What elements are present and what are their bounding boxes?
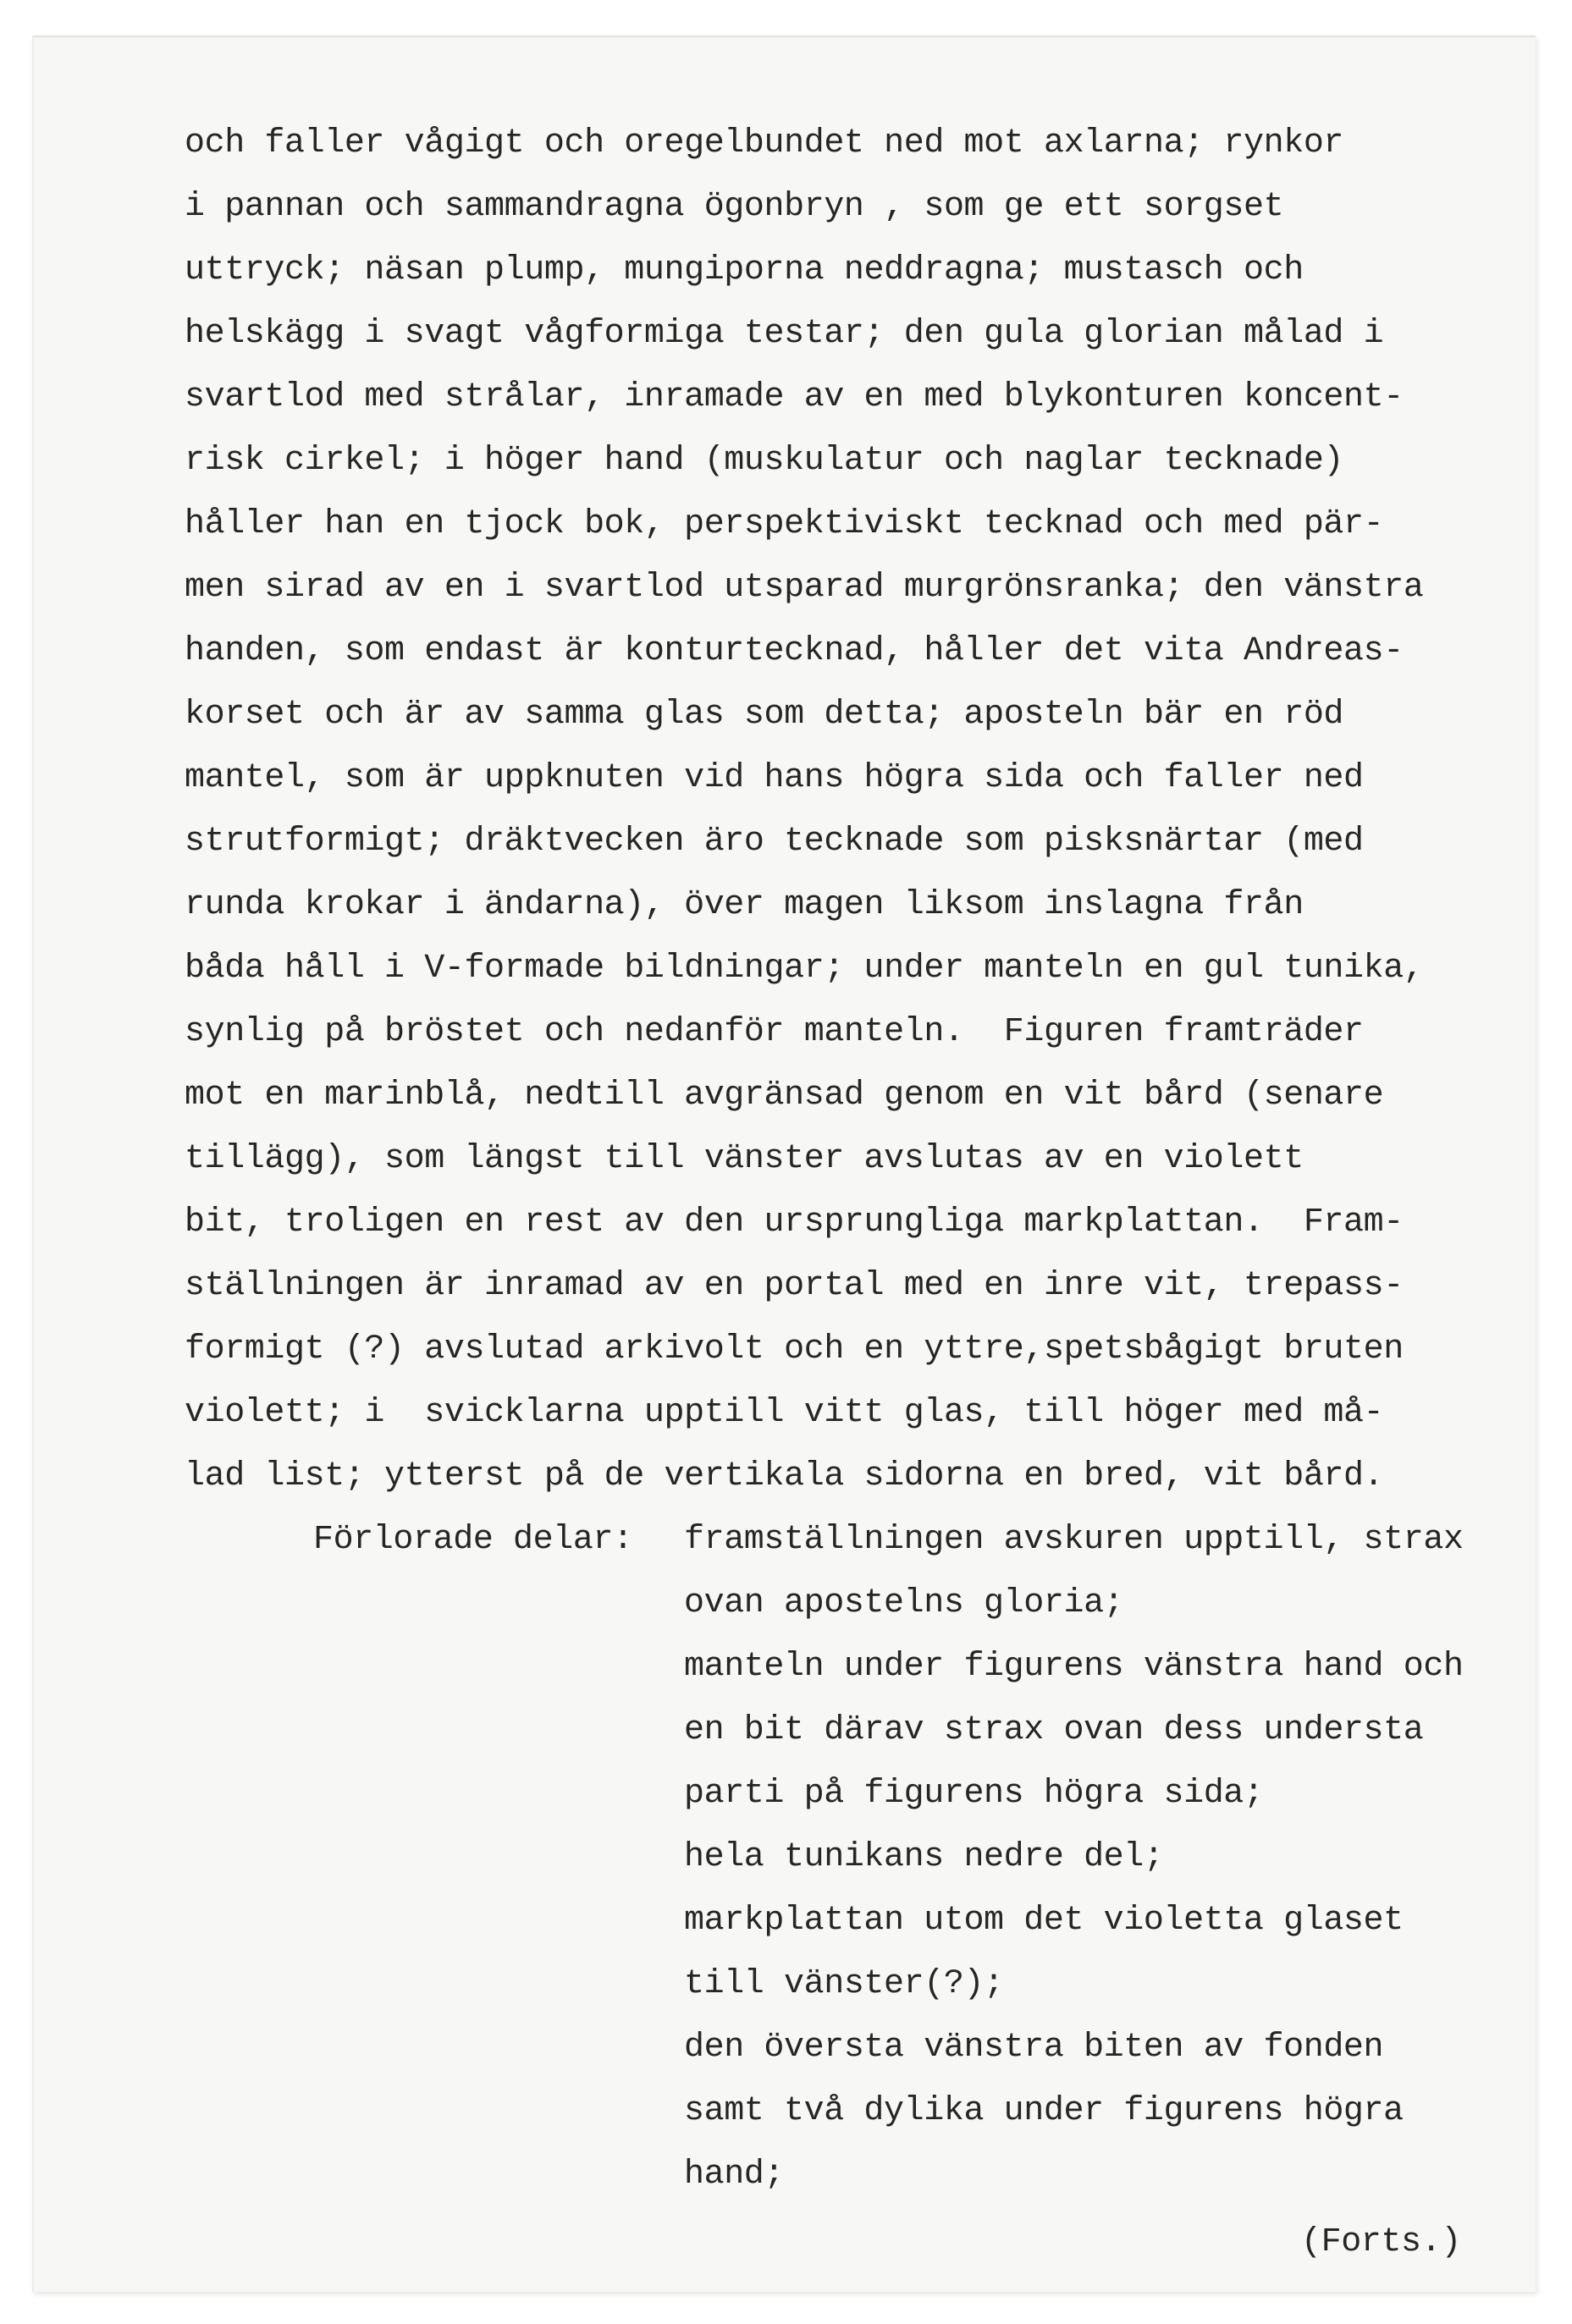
continuation-note: (Forts.) <box>1301 2223 1461 2261</box>
lost-part-line: samt två dylika under figurens högra <box>684 2092 1404 2130</box>
lost-part-line: till vänster(?); <box>684 1965 1004 2003</box>
text-line: runda krokar i ändarna), över magen liksom inslagna från <box>185 886 1304 924</box>
lost-part-line: den översta vänstra biten av fonden <box>684 2029 1384 2067</box>
text-line: handen, som endast är konturtecknad, håller det vita Andreas- <box>185 632 1404 670</box>
lost-parts-section <box>185 1508 1564 2206</box>
text-line: violett; i svicklarna upptill vitt glas, till höger med må- <box>185 1394 1384 1432</box>
lost-part-line: hand; <box>684 2156 785 2194</box>
text-line: mot en marinblå, nedtill avgränsad genom en vit bård (senare <box>185 1077 1384 1115</box>
lost-part-line: ovan apostelns gloria; <box>684 1584 1124 1622</box>
lost-part-line: parti på figurens högra sida; <box>684 1775 1264 1813</box>
text-line: båda håll i V-formade bildningar; under manteln en gul tunika, <box>185 950 1424 988</box>
lost-part-line: en bit därav strax ovan dess understa <box>684 1711 1424 1749</box>
text-line: och faller vågigt och oregelbundet ned mot axlarna; rynkor <box>185 124 1344 162</box>
text-line: ställningen är inramad av en portal med en inre vit, trepass- <box>185 1267 1404 1305</box>
text-line: håller han en tjock bok, perspektiviskt tecknad och med pär- <box>185 505 1384 543</box>
text-line: svartlod med strålar, inramade av en med blykonturen koncent- <box>185 378 1404 416</box>
text-line: risk cirkel; i höger hand (muskulatur och naglar tecknade) <box>185 442 1344 480</box>
lost-part-line: hela tunikans nedre del; <box>684 1838 1164 1876</box>
text-line: uttryck; näsan plump, mungiporna neddragna; mustasch och <box>185 251 1304 289</box>
text-line: helskägg i svagt vågformiga testar; den gula glorian målad i <box>185 315 1384 353</box>
paper-sheet <box>32 36 1536 2292</box>
text-line: i pannan och sammandragna ögonbryn , som ge ett sorgset <box>185 188 1284 226</box>
main-paragraph <box>185 112 1423 1508</box>
text-line: tillägg), som längst till vänster avslutas av en violett <box>185 1140 1304 1178</box>
lost-part-line: manteln under figurens vänstra hand och <box>684 1648 1464 1686</box>
text-line: formigt (?) avslutad arkivolt och en yttre,spetsbågigt bruten <box>185 1330 1404 1369</box>
text-line: bit, troligen en rest av den ursprungliga markplattan. Fram- <box>185 1203 1404 1242</box>
text-line: men sirad av en i svartlod utsparad murgrönsranka; den vänstra <box>185 569 1424 607</box>
text-line: korset och är av samma glas som detta; aposteln bär en röd <box>185 696 1344 734</box>
lost-parts-list <box>684 1508 1464 2206</box>
text-line: synlig på bröstet och nedanför manteln. Figuren framträder <box>185 1013 1364 1051</box>
lost-part-line: framställningen avskuren upptill, strax <box>684 1521 1464 1559</box>
text-line: lad list; ytterst på de vertikala sidorna en bred, vit bård. <box>185 1457 1384 1495</box>
text-line: mantel, som är uppknuten vid hans högra sida och faller ned <box>185 759 1364 797</box>
lost-parts-label: Förlorade delar: <box>313 1521 633 1559</box>
text-line: strutformigt; dräktvecken äro tecknade som pisksnärtar (med <box>185 823 1364 861</box>
lost-part-line: markplattan utom det violetta glaset <box>684 1902 1404 1940</box>
